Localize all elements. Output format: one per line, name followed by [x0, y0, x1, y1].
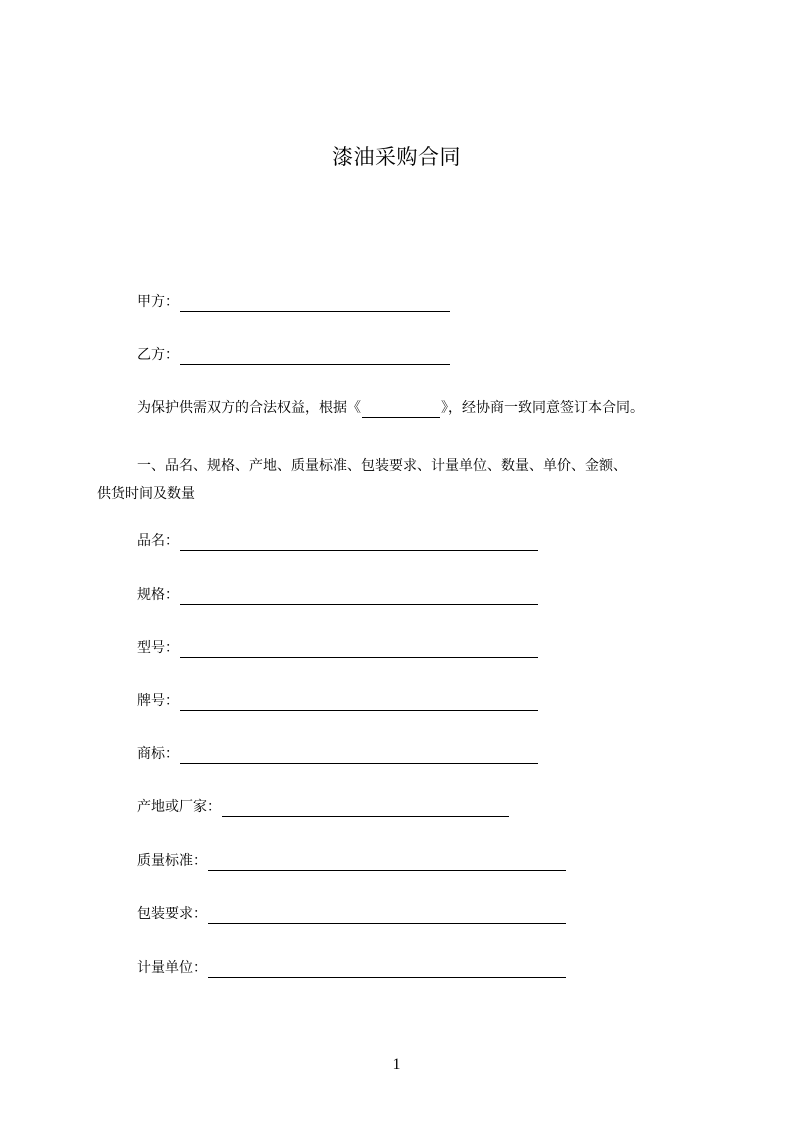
field-label: 牌号： — [137, 693, 179, 709]
field-label: 计量单位： — [137, 960, 207, 976]
intro-text-after: 》，经协商一致同意签订本合同。 — [441, 400, 644, 416]
field-product-name — [137, 531, 538, 551]
field-blank[interactable] — [208, 908, 566, 924]
field-brand — [137, 691, 538, 711]
party-a-label: 甲方： — [137, 294, 179, 310]
party-a-line — [137, 292, 450, 312]
intro-text-before: 为保护供需双方的合法权益，根据《 — [137, 400, 361, 416]
intro-paragraph — [137, 398, 644, 418]
field-label: 型号： — [137, 640, 179, 656]
field-label: 产地或厂家： — [137, 799, 221, 815]
field-model — [137, 638, 538, 658]
field-blank[interactable] — [180, 695, 538, 711]
field-blank[interactable] — [208, 855, 566, 871]
section-1-line-1: 一、品名、规格、产地、质量标准、包装要求、计量单位、数量、单价、金额、 — [137, 458, 627, 474]
section-1-line-2: 供货时间及数量 — [97, 486, 195, 502]
field-quality-standard — [137, 851, 566, 871]
party-b-label: 乙方： — [137, 347, 179, 363]
field-label: 品名： — [137, 533, 179, 549]
section-1-heading — [97, 452, 697, 508]
field-blank[interactable] — [180, 535, 538, 551]
field-blank[interactable] — [180, 589, 538, 605]
party-b-blank[interactable] — [180, 349, 450, 365]
field-blank[interactable] — [180, 748, 538, 764]
law-name-blank[interactable] — [362, 402, 440, 418]
field-trademark — [137, 744, 538, 764]
field-label: 包装要求： — [137, 906, 207, 922]
party-a-blank[interactable] — [180, 296, 450, 312]
field-label: 规格： — [137, 587, 179, 603]
party-b-line — [137, 345, 450, 365]
field-specification — [137, 585, 538, 605]
field-blank[interactable] — [222, 801, 509, 817]
field-unit — [137, 958, 566, 978]
field-origin — [137, 797, 509, 817]
field-packaging — [137, 904, 566, 924]
field-label: 商标： — [137, 746, 179, 762]
field-label: 质量标准： — [137, 853, 207, 869]
field-blank[interactable] — [208, 962, 566, 978]
field-blank[interactable] — [180, 642, 538, 658]
page-number: 1 — [392, 1056, 401, 1073]
document-title: 漆油采购合同 — [332, 145, 461, 169]
